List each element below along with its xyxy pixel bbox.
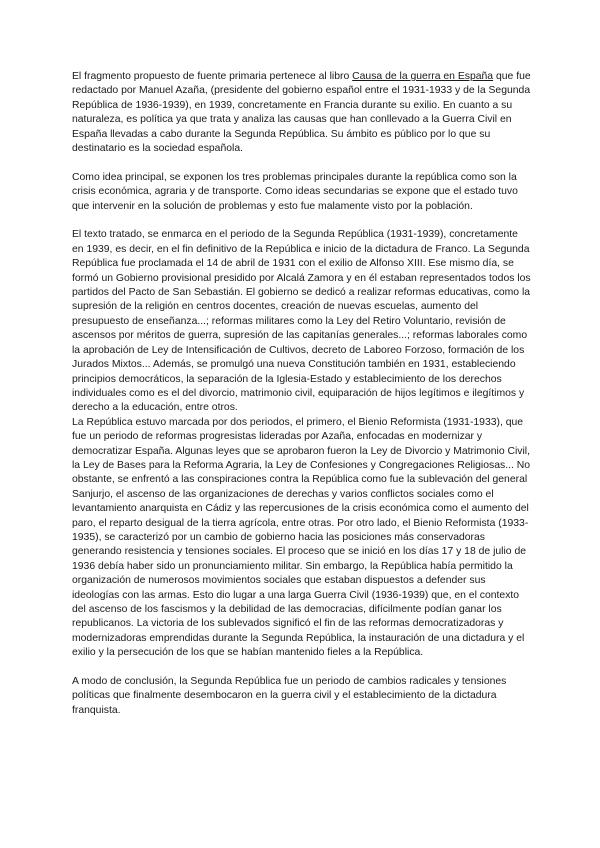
intro-text-after: que fue redactado por Manuel Azaña, (presidente del gobierno español entre el 1931-1933 y de la Segunda República de 1936-1939), en 1939, concretamente en Francia durante su exilio. En cuanto a su naturaleza, es política ya que trata y analiza las causas que han conllevado a la Guerra Civil en España llevadas a cabo durante la Segunda República. Su ámbito es público por lo que su destinatario es la sociedad española. <box>72 71 531 155</box>
intro-paragraph <box>72 70 532 156</box>
main-idea-paragraph: Como idea principal, se exponen los tres problemas principales durante la república como son la crisis económica, agraria y de transporte. Como ideas secundarias se expone que el estado tuvo que intervenir en la solución de problemas y esto fue malamente visto por la población. <box>72 171 518 212</box>
intro-text-before: El fragmento propuesto de fuente primaria pertenece al libro <box>72 71 353 82</box>
book-title-link[interactable]: Causa de la guerra en España <box>352 71 494 82</box>
document-page <box>72 70 532 733</box>
periods-paragraph: La República estuvo marcada por dos periodos, el primero, el Bienio Reformista (1931-1933), que fue un periodo de reformas progresistas lideradas por Azaña, enfocadas en modernizar y democratizar España. Algunas leyes que se aprobaron fueron la Ley de Divorcio y Matrimonio Civil, la Ley de Bases para la Reforma Agraria, la Ley de Confesiones y Congregaciones Religiosas... No obstante, se enfrentó a las conspiraciones contra la República como fue la sublevación del general Sanjurjo, el ascenso de las organizaciones de derechas y varios conflictos sociales como el levantamiento anarquista en Cádiz y las repercusiones de la crisis económica como el aumento del paro, el reparto desigual de la tierra agrícola, entre otras. Por otro lado, el Bienio Reformista (1933-1935), se caracterizó por un cambio de gobierno hacia las posiciones más conservadoras generando resistencia y tensiones sociales. El proceso que se inició en los días 17 y 18 de julio de 1936 debía haber sido un pronunciamiento militar. Sin embargo, la República había permitido la organización de numerosos movimientos sociales que estaban dispuestos a defender sus ideologías con las armas. Esto dio lugar a una larga Guerra Civil (1936-1939) que, en el contexto del ascenso de los fascismos y la debilidad de las democracias, difícilmente podían ganar los republicanos. La victoria de los sublevados significó el fin de las reformas democratizadoras y modernizadoras emprendidas durante la Segunda República, la instauración de una dictadura y el exilio y la persecución de los que se habían mantenido fieles a la República. <box>72 416 531 659</box>
conclusion-paragraph: A modo de conclusión, la Segunda República fue un periodo de cambios radicales y tensiones políticas que finalmente desembocaron en la guerra civil y el establecimiento de la dictadura franquista. <box>72 676 507 716</box>
context-paragraph: El texto tratado, se enmarca en el periodo de la Segunda República (1931-1939), concretamente en 1939, es decir, en el fin definitivo de la República e inicio de la dictadura de Franco. La Segunda República fue proclamada el 14 de abril de 1931 con el exilio de Alfonso XIII. Ese mismo día, se formó un Gobierno provisional presidido por Alcalá Zamora y en él estaban representados todos los partidos del Pacto de San Sebastián. El gobierno se dedicó a realizar reformas educativas, como la supresión de la religión en centros docentes, creación de nuevas escuelas, aumento del presupuesto de enseñanza...; reformas militares como la Ley del Retiro Voluntario, revisión de ascensos por méritos de guerra, supresión de las capitanías generales...; reformas laborales como la aprobación de Ley de Intensificación de Cultivos, decreto de Laboreo Forzoso, formación de los Jurados Mixtos... Además, se promulgó una nueva Constitución también en 1931, estableciendo principios democráticos, la separación de la Iglesia-Estado y establecimiento de los derechos individuales como es el del divorcio, matrimonio civil, equiparación de hijos legítimos e ilegítimos y derecho a la educación, entre otros. <box>72 229 531 414</box>
